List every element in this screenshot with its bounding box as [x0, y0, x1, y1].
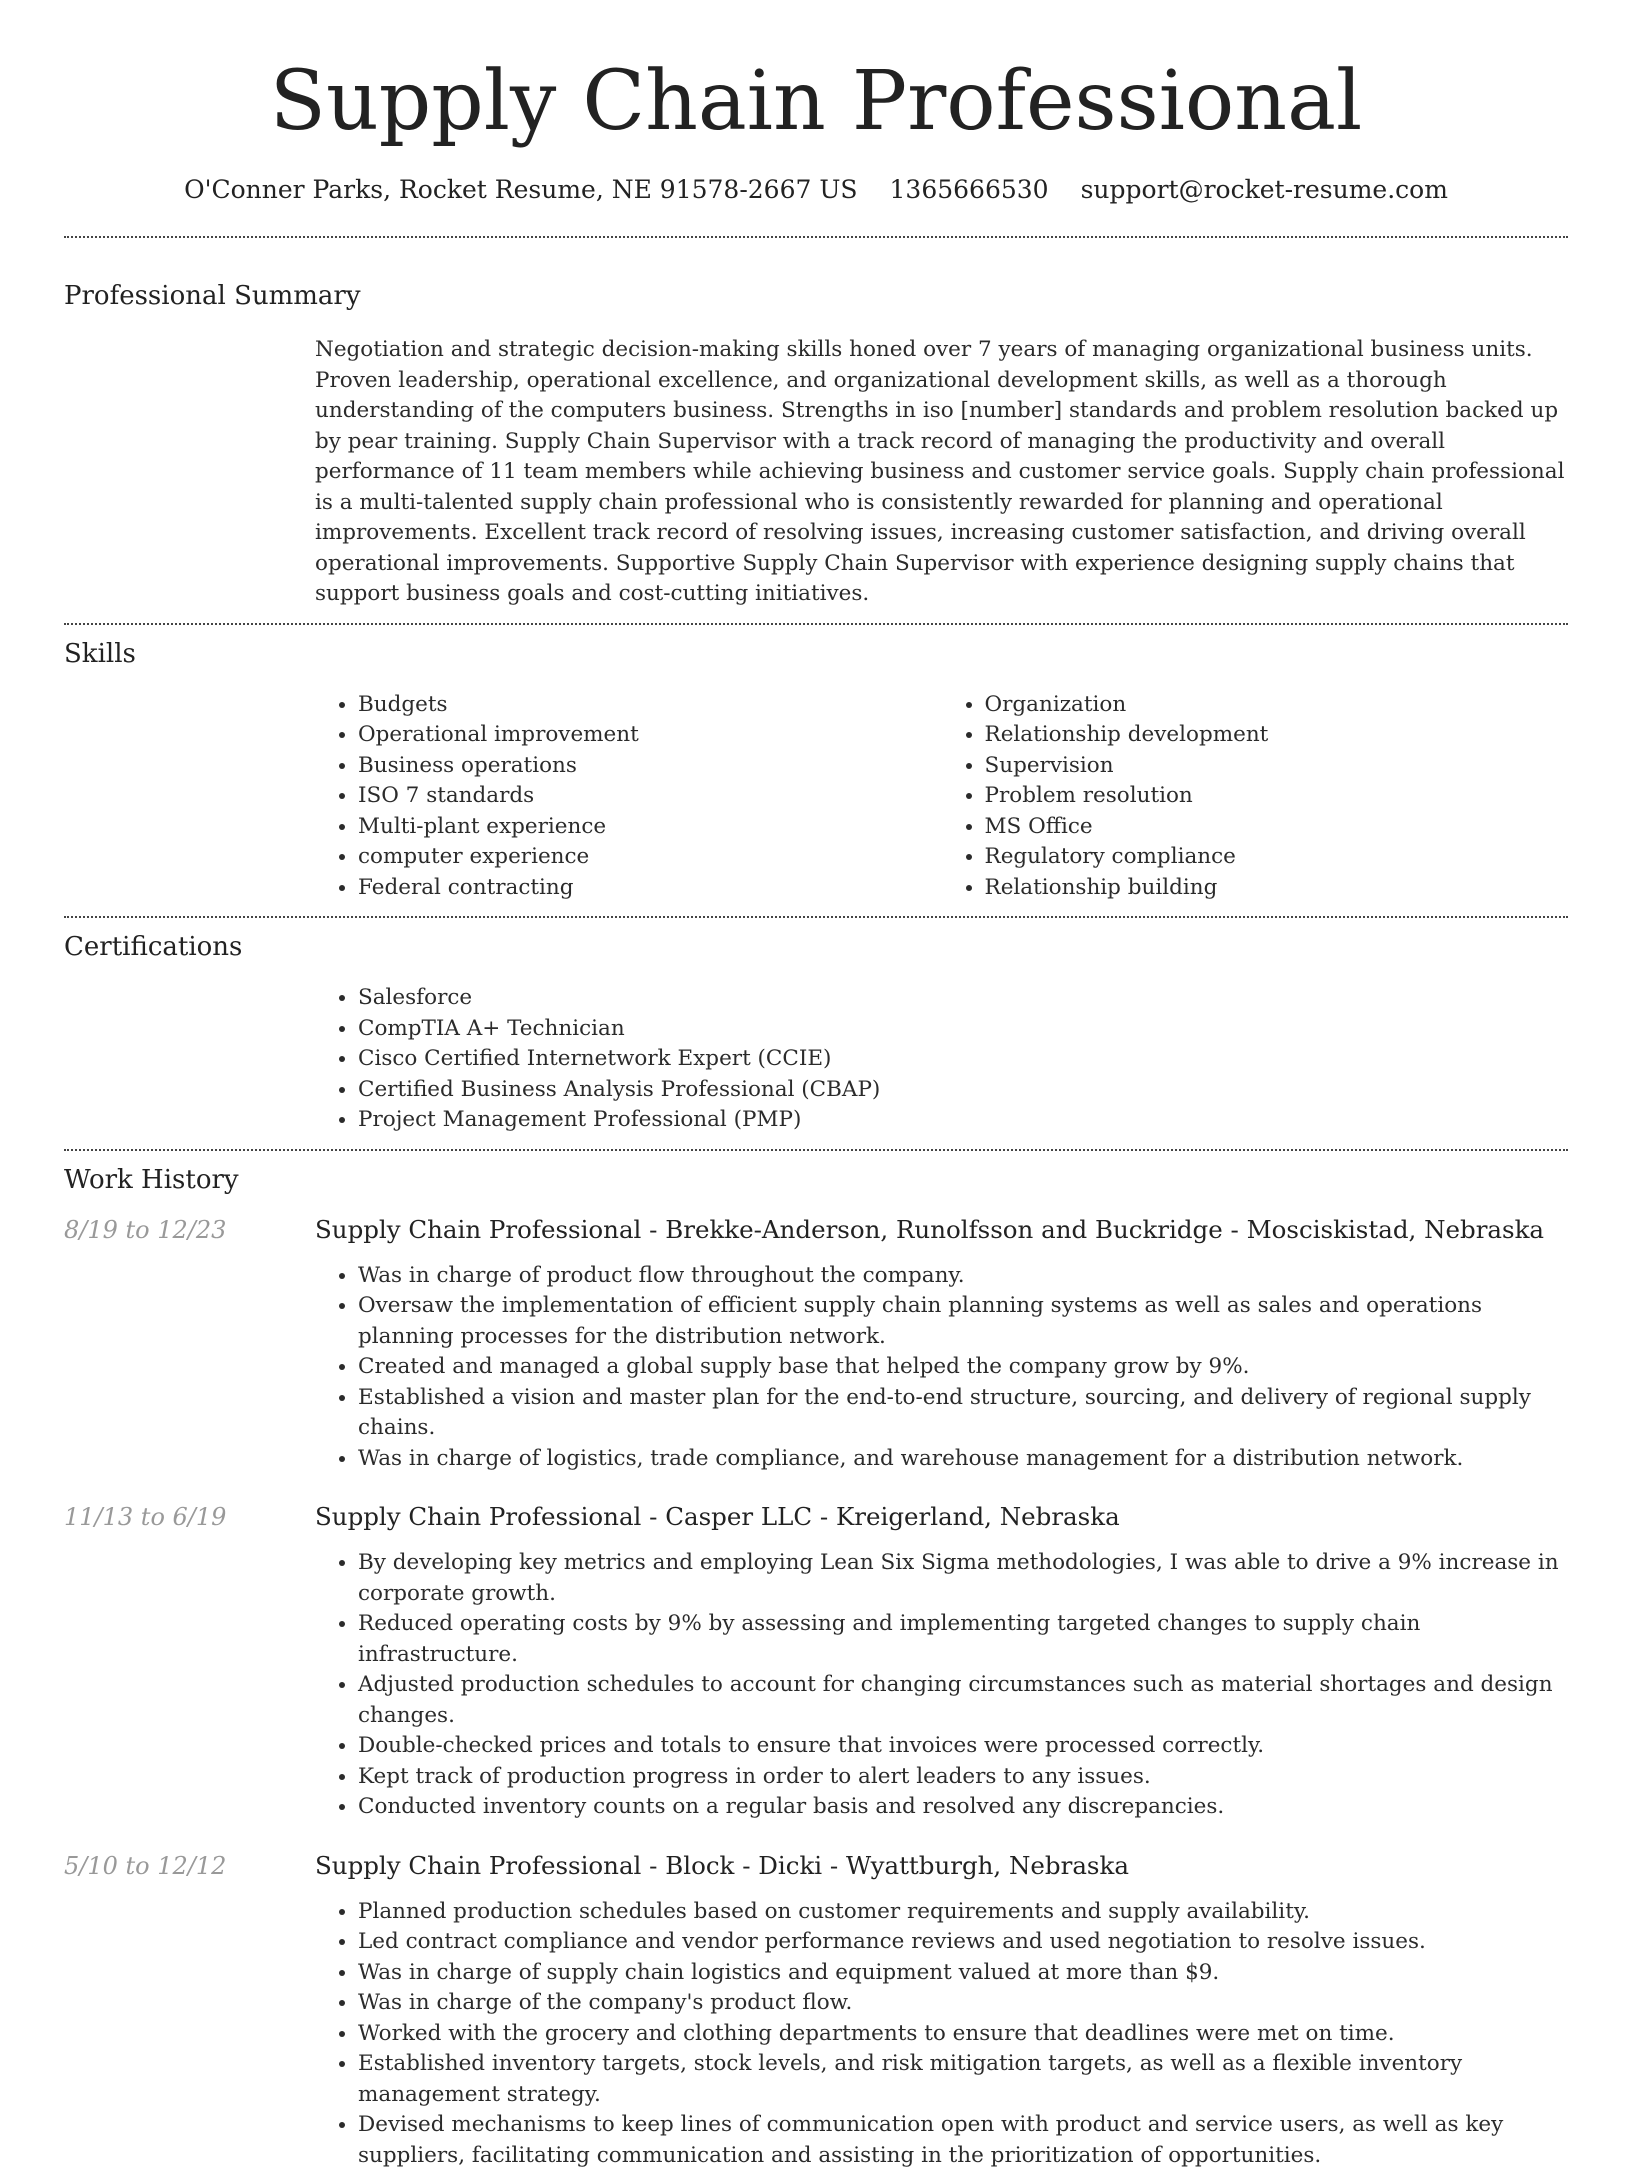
job-entry: [64, 1500, 1568, 1823]
job-bullet: • Was in charge of product flow throughout the company.: [358, 1261, 1568, 1292]
skill-item: • MS Office: [985, 812, 1569, 843]
certifications-list: [315, 983, 1568, 1149]
certification-item: • Cisco Certified Internetwork Expert (CCIE): [358, 1044, 1568, 1075]
work-history-section: [64, 1151, 1568, 2171]
job-details: [315, 1213, 1568, 1475]
skill-item: • Problem resolution: [985, 781, 1569, 812]
skill-item: • Operational improvement: [358, 720, 942, 751]
job-entry: [64, 1849, 1568, 2171]
skill-item: • Supervision: [985, 751, 1569, 782]
skills-grid: [315, 690, 1568, 917]
job-bullet: • Worked with the grocery and clothing departments to ensure that deadlines were met on time.: [358, 2019, 1568, 2050]
skills-list-right: [942, 690, 1569, 904]
job-heading: Supply Chain Professional - Casper LLC - Kreigerland, Nebraska: [315, 1500, 1568, 1534]
job-bullet: • Oversaw the implementation of efficient supply chain planning systems as well as sales and operations planning processes for the distribution network.: [358, 1291, 1568, 1352]
job-heading: Supply Chain Professional - Block - Dicki - Wyattburgh, Nebraska: [315, 1849, 1568, 1883]
job-bullet: • Adjusted production schedules to account for changing circumstances such as material shortages and design changes.: [358, 1670, 1568, 1731]
job-bullet-list: [315, 1897, 1568, 2171]
skill-item: • Relationship development: [985, 720, 1569, 751]
job-details: [315, 1500, 1568, 1823]
job-bullet: • Double-checked prices and totals to ensure that invoices were processed correctly.: [358, 1731, 1568, 1762]
job-details: [315, 1849, 1568, 2171]
job-bullet: • Conducted inventory counts on a regular basis and resolved any discrepancies.: [358, 1792, 1568, 1823]
section-title-skills: Skills: [64, 625, 1568, 671]
certification-item: • Certified Business Analysis Professional (CBAP): [358, 1075, 1568, 1106]
contact-email[interactable]: support@rocket-resume.com: [1081, 174, 1448, 206]
certification-item: • CompTIA A+ Technician: [358, 1014, 1568, 1045]
summary-section: [64, 238, 1568, 623]
section-title-summary: Professional Summary: [64, 238, 1568, 313]
skill-item: • Multi-plant experience: [358, 812, 942, 843]
skill-item: • Relationship building: [985, 873, 1569, 904]
job-bullet: • Established a vision and master plan for the end-to-end structure, sourcing, and delivery of regional supply chains.: [358, 1383, 1568, 1444]
skills-section: [64, 625, 1568, 917]
job-bullet: • Was in charge of the company's product flow.: [358, 1988, 1568, 2019]
contact-address: O'Conner Parks, Rocket Resume, NE 91578-2667 US: [184, 174, 857, 206]
job-bullet: • Led contract compliance and vendor performance reviews and used negotiation to resolve issues.: [358, 1927, 1568, 1958]
job-bullet: • Was in charge of supply chain logistics and equipment valued at more than $9.: [358, 1958, 1568, 1989]
job-dates: 11/13 to 6/19: [64, 1500, 315, 1823]
page-title: Supply Chain Professional: [0, 0, 1632, 148]
certifications-section: [64, 918, 1568, 1149]
job-dates: 8/19 to 12/23: [64, 1213, 315, 1475]
job-dates: 5/10 to 12/12: [64, 1849, 315, 2171]
job-bullet: • By developing key metrics and employing Lean Six Sigma methodologies, I was able to drive a 9% increase in corporate growth.: [358, 1548, 1568, 1609]
job-bullet: • Reduced operating costs by 9% by assessing and implementing targeted changes to supply chain infrastructure.: [358, 1609, 1568, 1670]
job-bullet: • Kept track of production progress in order to alert leaders to any issues.: [358, 1762, 1568, 1793]
skill-item: • computer experience: [358, 842, 942, 873]
skill-item: • Federal contracting: [358, 873, 942, 904]
job-bullet-list: [315, 1261, 1568, 1475]
section-title-certifications: Certifications: [64, 918, 1568, 964]
job-heading: Supply Chain Professional - Brekke-Anderson, Runolfsson and Buckridge - Mosciskistad, Nebraska: [315, 1213, 1568, 1247]
job-bullet: • Established inventory targets, stock levels, and risk mitigation targets, as well as a flexible inventory management strategy.: [358, 2049, 1568, 2110]
job-bullet: • Created and managed a global supply base that helped the company grow by 9%.: [358, 1352, 1568, 1383]
job-bullet: • Devised mechanisms to keep lines of communication open with product and service users, as well as key suppliers, facilitating communication and assisting in the prioritization of opportunities.: [358, 2110, 1568, 2171]
skill-item: • Regulatory compliance: [985, 842, 1569, 873]
certification-item: • Project Management Professional (PMP): [358, 1105, 1568, 1136]
job-bullet: • Planned production schedules based on customer requirements and supply availability.: [358, 1897, 1568, 1928]
skill-item: • Budgets: [358, 690, 942, 721]
job-bullet-list: [315, 1548, 1568, 1823]
skill-item: • Organization: [985, 690, 1569, 721]
skill-item: • ISO 7 standards: [358, 781, 942, 812]
contact-phone[interactable]: 1365666530: [890, 174, 1049, 206]
certification-item: • Salesforce: [358, 983, 1568, 1014]
summary-text: Negotiation and strategic decision-making skills honed over 7 years of managing organizational business units. Proven leadership, operational excellence, and organizational development skills, as well as a thorough understanding of the computers business. Strengths in iso [number] standards and problem resolution backed up by pear training. Supply Chain Supervisor with a track record of managing the productivity and overall performance of 11 team members while achieving business and customer service goals. Supply chain professional is a multi-talented supply chain professional who is consistently rewarded for planning and operational improvements. Excellent track record of resolving issues, increasing customer satisfaction, and driving overall operational improvements. Supportive Supply Chain Supervisor with experience designing supply chains that support business goals and cost-cutting initiatives.: [315, 335, 1568, 623]
job-entry: [64, 1213, 1568, 1475]
skills-list-left: [315, 690, 942, 904]
contact-info: [0, 174, 1632, 206]
skill-item: • Business operations: [358, 751, 942, 782]
job-bullet: • Was in charge of logistics, trade compliance, and warehouse management for a distribution network.: [358, 1444, 1568, 1475]
section-title-work-history: Work History: [64, 1151, 1568, 1197]
